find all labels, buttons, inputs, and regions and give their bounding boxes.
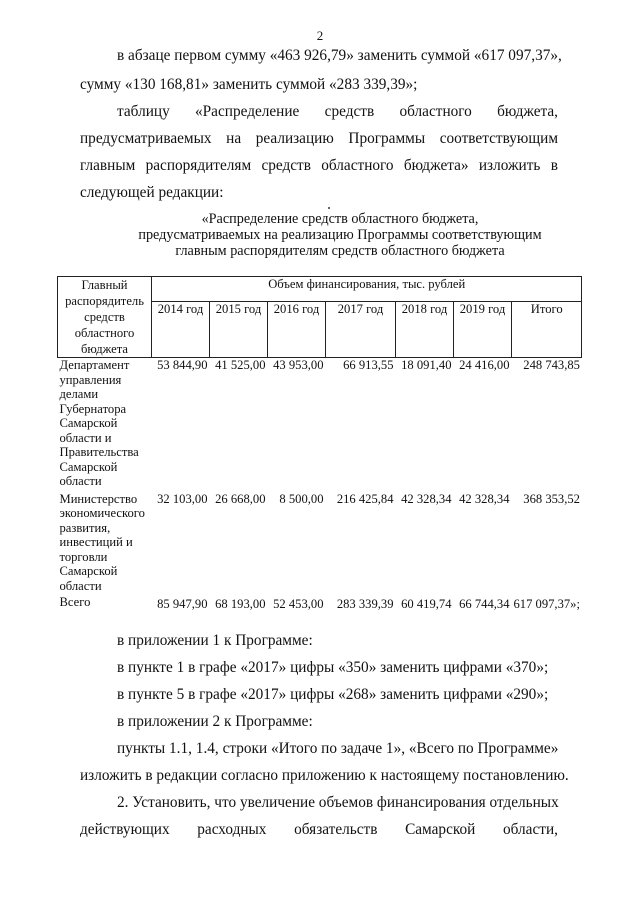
cell-value: 24 416,00 <box>459 358 510 372</box>
word: бюджета» <box>403 157 469 174</box>
word: средств <box>261 157 311 174</box>
cell-value: 53 844,90 <box>157 358 208 372</box>
paragraph-line: 2. Установить, что увеличение объемов финансирования отдельных <box>117 794 559 811</box>
year-header: 2018 год <box>396 302 454 358</box>
cell-value: 283 339,39 <box>336 596 394 611</box>
cell-value: 368 353,52 <box>523 491 580 506</box>
word: на <box>226 130 242 147</box>
cell-value: 52 453,00 <box>273 596 324 611</box>
word: в <box>550 157 558 174</box>
row-name: Всего <box>59 594 91 609</box>
table-row <box>58 358 582 492</box>
word: действующих <box>80 821 170 838</box>
year-header: 2017 год <box>326 302 396 358</box>
table-header-row <box>58 277 582 302</box>
paragraph-line <box>80 130 558 148</box>
word: реализацию <box>255 130 334 147</box>
word: распорядителям <box>145 157 252 174</box>
cell-value: 41 525,00 <box>215 358 266 372</box>
cell-value: 216 425,84 <box>336 491 394 506</box>
cell-value: 617 097,37»; <box>513 596 580 611</box>
word: областного <box>321 157 394 174</box>
table-title-line: главным распорядителям средств областного бюджета <box>175 243 505 259</box>
paragraph-line <box>80 157 558 175</box>
paragraph-line <box>117 103 558 121</box>
paragraph-line <box>80 821 558 839</box>
cell-value: 248 743,85 <box>523 358 580 372</box>
cell-value: 42 328,34 <box>459 491 510 506</box>
cell-value: 32 103,00 <box>157 491 208 506</box>
paragraph-line: в абзаце первом сумму «463 926,79» заменить суммой «617 097,37», <box>117 47 562 64</box>
year-header: 2016 год <box>268 302 326 358</box>
cell-value: 68 193,00 <box>215 596 266 611</box>
paragraph-line: сумму «130 168,81» заменить суммой «283 339,39»; <box>80 76 418 93</box>
word: «Распределение <box>195 103 300 120</box>
paragraph-line: в приложении 2 к Программе: <box>117 713 313 730</box>
word: главным <box>80 157 136 174</box>
table-title-line: предусматриваемых на реализацию Программы соответствующим <box>138 227 542 243</box>
word: обязательств <box>294 821 378 838</box>
cell-value: 66 744,34 <box>459 596 510 611</box>
paragraph-line: в пункте 5 в графе «2017» цифры «268» заменить цифрами «290»; <box>117 686 549 703</box>
row-name: Департамент управления делами Губернатора Самарской области и Правительства Самарской области <box>59 358 139 488</box>
paragraph-line: пункты 1.1, 1.4, строки «Итого по задаче 1», «Всего по Программе» <box>117 740 559 757</box>
table-title-line: «Распределение средств областного бюджета, <box>201 211 479 227</box>
word: таблицу <box>117 103 170 120</box>
word: средств <box>324 103 375 120</box>
paragraph-line: следующей редакции: <box>80 184 224 201</box>
word: бюджета, <box>497 103 558 120</box>
row-name: Министерство экономического развития, инвестиций и торговли Самарской области <box>59 491 145 593</box>
year-header: Итого <box>512 302 582 358</box>
cell-value: 66 913,55 <box>343 358 394 372</box>
paragraph-line: в приложении 1 к Программе: <box>117 632 313 649</box>
paragraph-line: в пункте 1 в графе «2017» цифры «350» заменить цифрами «370»; <box>117 659 549 676</box>
header-group-cell: Объем финансирования, тыс. рублей <box>152 277 582 302</box>
word: Программы <box>348 130 426 147</box>
word: Самарской <box>405 821 476 838</box>
word: области, <box>503 821 558 838</box>
year-header: 2019 год <box>454 302 512 358</box>
financing-table <box>57 276 582 611</box>
cell-value: 18 091,40 <box>401 358 452 372</box>
header-main-cell: Главный распорядитель средств областного бюджета <box>58 277 152 358</box>
table-row <box>58 492 582 595</box>
cell-value: 85 947,90 <box>157 596 208 611</box>
cell-value: 26 668,00 <box>215 491 266 506</box>
cell-value: 60 419,74 <box>401 596 452 611</box>
word: областного <box>399 103 472 120</box>
page-number: 2 <box>316 28 324 43</box>
year-header: 2015 год <box>210 302 268 358</box>
year-header: 2014 год <box>152 302 210 358</box>
word: изложить <box>478 157 541 174</box>
table-total-row <box>58 595 582 612</box>
cell-value: 43 953,00 <box>273 358 324 372</box>
cell-value: 8 500,00 <box>279 491 324 506</box>
word: соответствующим <box>439 130 558 147</box>
word: расходных <box>197 821 267 838</box>
cell-value: 42 328,34 <box>401 491 452 506</box>
word: предусматриваемых <box>80 130 212 147</box>
scan-speck <box>328 207 330 209</box>
paragraph-line: изложить в редакции согласно приложению к настоящему постановлению. <box>80 767 569 784</box>
